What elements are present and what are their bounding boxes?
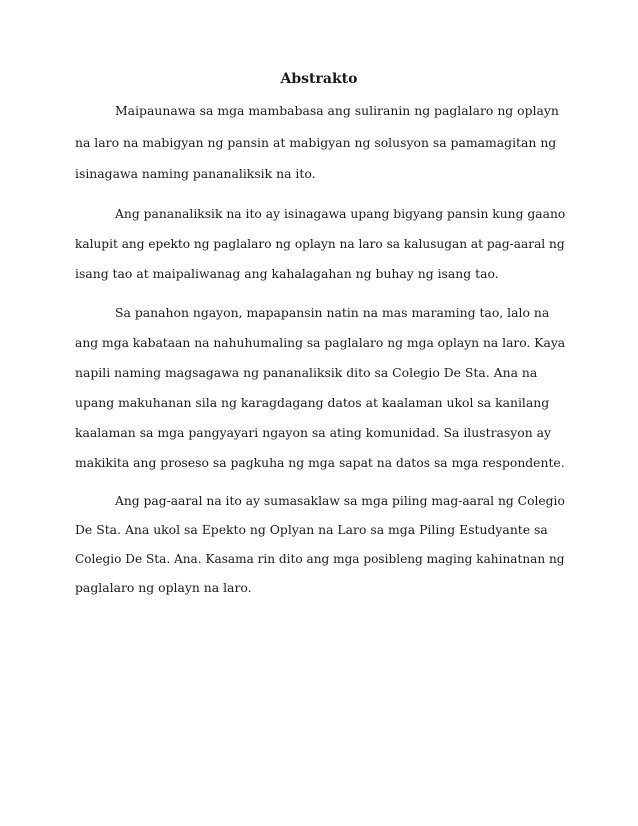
paragraph-1-line-3: isinagawa naming pananaliksik na ito. bbox=[75, 166, 316, 181]
paragraph-4-line-2: De Sta. Ana ukol sa Epekto ng Oplyan na Laro sa mga Piling Estudyante sa bbox=[75, 522, 548, 537]
paragraph-2-line-1: Ang pananaliksik na ito ay isinagawa upang bigyang pansin kung gaano bbox=[115, 207, 566, 221]
paragraph-3-line-4: upang makuhanan sila ng karagdagang datos at kaalaman ukol sa kanilang bbox=[75, 395, 550, 410]
page-title: Abstrakto bbox=[280, 71, 358, 87]
paragraph-4-line-3: Colegio De Sta. Ana. Kasama rin dito ang mga posibleng maging kahinatnan ng bbox=[75, 552, 565, 566]
paragraph-4-line-1: Ang pag-aaral na ito ay sumasaklaw sa mga piling mag-aaral ng Colegio bbox=[115, 494, 565, 508]
paragraph-3-line-1: Sa panahon ngayon, mapapansin natin na mas maraming tao, lalo na bbox=[115, 305, 550, 320]
paragraph-4-line-4: paglalaro ng oplayn na laro. bbox=[75, 580, 252, 595]
paragraph-1-line-1: Maipaunawa sa mga mambabasa ang suliranin ng paglalaro ng oplayn bbox=[115, 103, 559, 118]
paragraph-3-line-2: ang mga kabataan na nahuhumaling sa paglalaro ng mga oplayn na laro. Kaya bbox=[75, 336, 566, 350]
paragraph-2-line-3: isang tao at maipaliwanag ang kahalagahan ng buhay ng isang tao. bbox=[75, 266, 499, 281]
paragraph-3-line-3: napili naming magsagawa ng pananaliksik dito sa Colegio De Sta. Ana na bbox=[75, 365, 538, 380]
paragraph-3-line-5: kaalaman sa mga pangyayari ngayon sa ating komunidad. Sa ilustrasyon ay bbox=[75, 425, 552, 440]
paragraph-2-line-2: kalupit ang epekto ng paglalaro ng oplayn na laro sa kalusugan at pag-aaral ng bbox=[75, 237, 565, 251]
paragraph-1-line-2: na laro na mabigyan ng pansin at mabigyan ng solusyon sa pamamagitan ng bbox=[75, 135, 557, 150]
paragraph-3-line-6: makikita ang proseso sa pagkuha ng mga sapat na datos sa mga respondente. bbox=[75, 456, 565, 470]
